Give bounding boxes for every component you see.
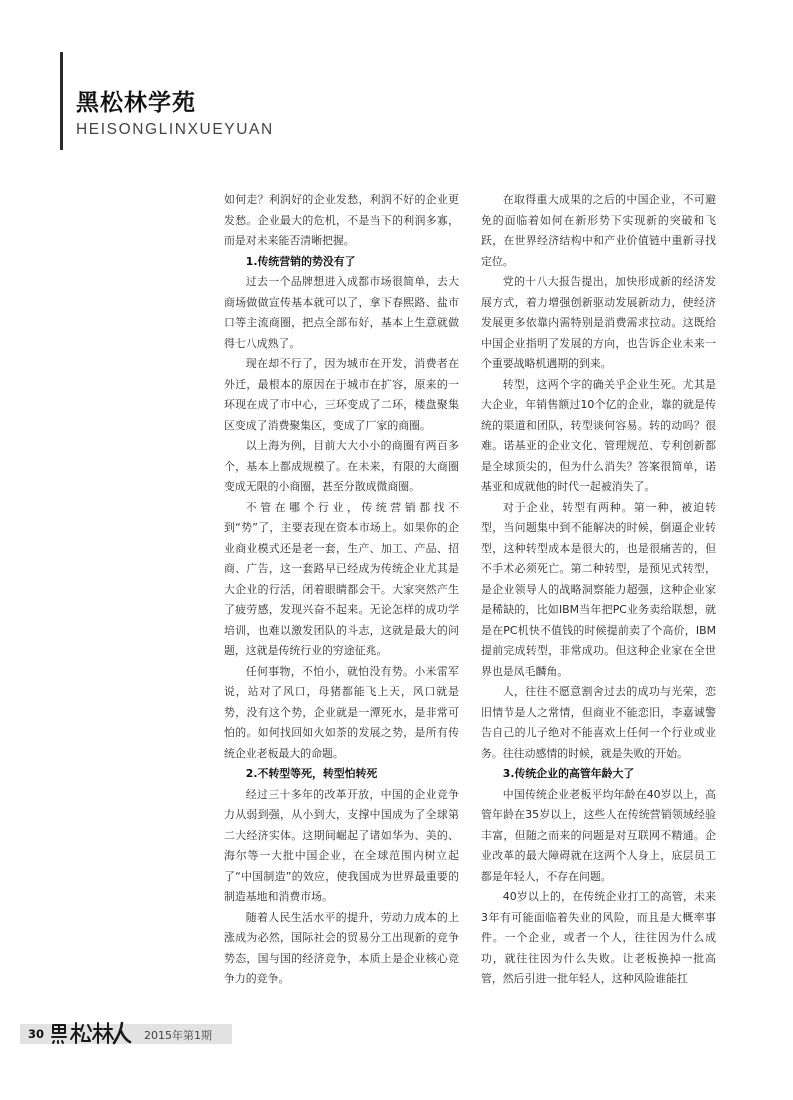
paragraph: 40岁以上的，在传统企业打工的高管，未来3年有可能面临着失业的风险，而且是大概率事件。一个企业，或者一个人，往往因为什么成功，就往往因为什么失败。让老板换掉一批高管，然后引进一批年轻人，这种风险谁能扛 [481,890,716,985]
section-heading: 2.不转型等死，转型怕转死 [245,767,378,780]
issue-label: 2015年第1期 [144,1029,212,1042]
magazine-logo-icon [50,1019,132,1045]
header-accent-bar [60,52,63,150]
section-heading: 3.传统企业的高管年龄大了 [502,767,635,780]
paragraph: 在取得重大成果的之后的中国企业，不可避免的面临着如何在新形势下实现新的突破和飞跃，在世界经济结构中和产业价值链中重新寻找定位。 [481,193,716,268]
paragraph: 中国传统企业老板平均年龄在40岁以上，高管年龄在35岁以上，这些人在传统营销领域经验丰富，但随之而来的问题是对互联网不精通。企业改革的最大障碍就在这两个人身上，底层员工都是年轻人，不存在问题。 [481,787,716,883]
page-number: 30 [28,1027,45,1041]
column-title: 黑松林学苑 [76,90,196,116]
section-heading: 1.传统营销的势没有了 [245,254,356,268]
paragraph: 对于企业，转型有两种。第一种，被迫转型，当问题集中到不能解决的时候，倒逼企业转型，这种转型成本是很大的，也是很痛苦的，但不手术必须死亡。第二种转型，是预见式转型，是企业领导人的战略洞察能力超强，这种企业家是稀缺的，比如IBM当年把PC业务卖给联想，就是在PC机快不值钱的时候提前卖了个高价，IBM提前完成转型，非常成功。但这种企业家在全世界也是凤毛麟角。 [481,500,716,678]
paragraph: 党的十八大报告提出，加快形成新的经济发展方式，着力增强创新驱动发展新动力，使经济发展更多依靠内需特别是消费需求拉动。这既给中国企业指明了发展的方向，也告诉企业未来一个重要战略机遇期的到来。 [481,275,716,370]
left-text-column [224,190,459,990]
paragraph: 现在却不行了，因为城市在开发，消费者在外迁，最根本的原因在于城市在扩容，原来的一环现在成了市中心，三环变成了二环，楼盘聚集区变成了消费聚集区，变成了厂家的商圈。 [224,357,459,432]
paragraph: 人，往往不愿意割舍过去的成功与光荣，恋旧情节是人之常情，但商业不能恋旧，李嘉诚警告自己的儿子绝对不能喜欢上任何一个行业或业务。往往动感情的时候，就是失败的开始。 [481,685,716,760]
column-subtitle: HEISONGLINXUEYUAN [76,121,274,138]
paragraph: 过去一个品牌想进入成都市场很简单，去大商场做做宣传基本就可以了，拿下春熙路、盐市口等主流商圈，把点全部布好，基本上生意就做得七八成熟了。 [224,275,459,350]
paragraph: 以上海为例，目前大大小小的商圈有两百多个，基本上都成规模了。在未来，有限的大商圈变成无限的小商圈，甚至分散成微商圈。 [224,439,459,493]
paragraph: 任何事物，不怕小，就怕没有势。小米雷军说，站对了风口，母猪都能飞上天，风口就是势，没有这个势，企业就是一潭死水，是非常可怕的。如何找回如火如荼的发展之势，是所有传统企业老板最大的命题。 [224,664,459,760]
paragraph: 转型，这两个字的确关乎企业生死。尤其是大企业，年销售额过10个亿的企业，靠的就是传统的渠道和团队，转型谈何容易。转的动吗？很难。诺基亚的企业文化、管理规范、专利创新都是全球顶尖的，但为什么消失？答案很简单，诺基亚和成就他的时代一起被消失了。 [481,377,716,493]
paragraph: 不管在哪个行业，传统营销都找不到“势”了，主要表现在资本市场上。如果你的企业商业模式还是老一套，生产、加工、产品、招商、广告，这一套路早已经成为传统企业尤其是大企业的行活，闭着眼睛都会干。大家突然产生了疲劳感，发现兴奋不起来。无论怎样的成功学培训，也难以激发团队的斗志，这就是最大的问题，这就是传统行业的穷途征兆。 [224,500,459,657]
right-text-column [481,190,716,990]
paragraph: 经过三十多年的改革开放，中国的企业竞争力从弱到强，从小到大，支撑中国成为了全球第二大经济实体。这期间崛起了诸如华为、美的、海尔等一大批中国企业，在全球范围内树立起了“中国制造”的效应，使我国成为世界最重要的制造基地和消费市场。 [224,787,459,903]
paragraph: 随着人民生活水平的提升，劳动力成本的上涨成为必然，国际社会的贸易分工出现新的竞争势态，国与国的经济竞争，本质上是企业核心竞争力的竞争。 [224,910,459,985]
paragraph: 如何走？利润好的企业发愁，利润不好的企业更发愁。企业最大的危机，不是当下的利润多寡，而是对未来能否清晰把握。 [224,193,459,247]
